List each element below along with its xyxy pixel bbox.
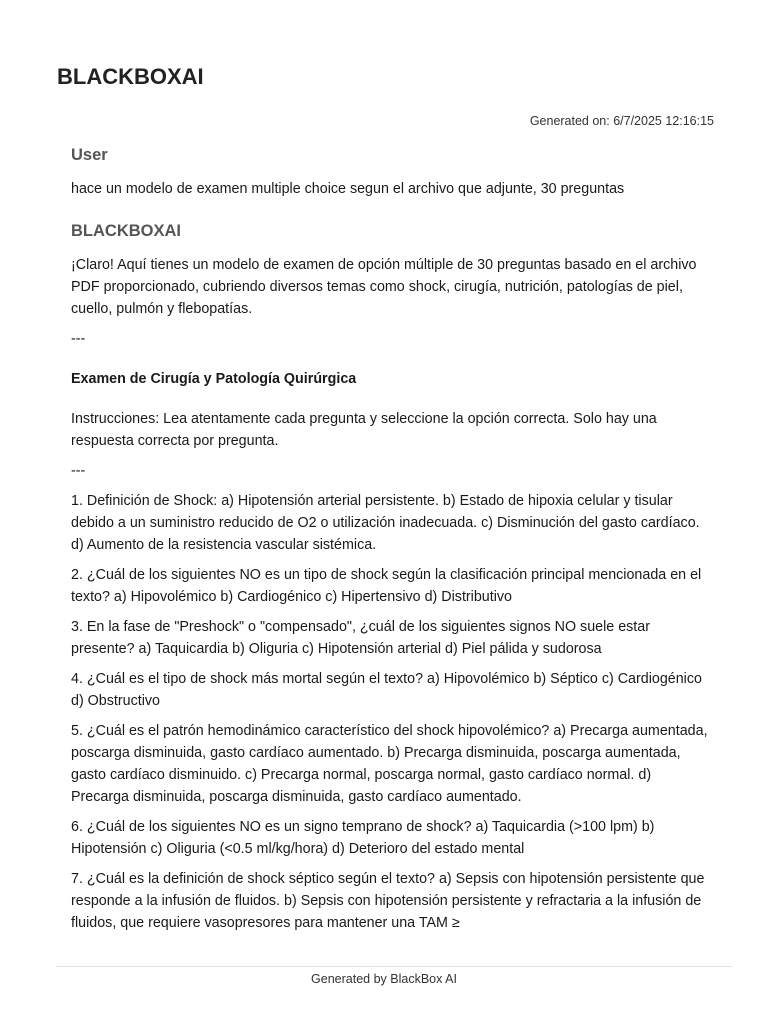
exam-instructions: Instrucciones: Lea atentamente cada pregunta y seleccione la opción correcta. Solo hay una respuesta correcta por pregunta. (71, 411, 657, 449)
assistant-intro: ¡Claro! Aquí tienes un modelo de examen de opción múltiple de 30 preguntas basado en el archivo PDF proporcionado, cubriendo diversos temas como shock, cirugía, nutrición, patologías de piel, cuello, pulmón y flebopatías. (71, 257, 697, 317)
user-message: hace un modelo de examen multiple choice segun el archivo que adjunte, 30 preguntas (71, 181, 625, 197)
separator: --- (71, 463, 86, 479)
footer-divider (56, 966, 732, 967)
app-title: BLACKBOXAI (57, 64, 204, 89)
question-item: 2. ¿Cuál de los siguientes NO es un tipo de shock según la clasificación principal mencionada en el texto? a) Hipovolémico b) Cardiogénico c) Hipertensivo d) Distributivo (71, 567, 702, 605)
question-item: 5. ¿Cuál es el patrón hemodinámico característico del shock hipovolémico? a) Precarga aumentada, poscarga disminuida, gasto cardíaco aumentado. b) Precarga disminuida, poscarga aumentada, gasto cardíaco disminuido. c) Precarga normal, poscarga normal, gasto cardíaco normal. d) Precarga disminuida, poscarga disminuida, gasto cardíaco aumentado. (71, 723, 708, 805)
question-item: 7. ¿Cuál es la definición de shock séptico según el texto? a) Sepsis con hipotensión persistente que responde a la infusión de fluidos. b) Sepsis con hipotensión persistente y refractaria a la infusión de fluidos, que requiere vasopresores para mantener una TAM ≥ (71, 871, 705, 931)
question-item: 4. ¿Cuál es el tipo de shock más mortal según el texto? a) Hipovolémico b) Séptico c) Cardiogénico d) Obstructivo (71, 671, 702, 709)
separator: --- (71, 331, 86, 347)
conversation (71, 146, 711, 942)
generated-timestamp: Generated on: 6/7/2025 12:16:15 (529, 114, 714, 128)
question-item: 6. ¿Cuál de los siguientes NO es un signo temprano de shock? a) Taquicardia (>100 lpm) b) Hipotensión c) Oliguria (<0.5 ml/kg/hora) d) Deterioro del estado mental (71, 819, 655, 857)
question-item: 3. En la fase de "Preshock" o "compensado", ¿cuál de los siguientes signos NO suele estar presente? a) Taquicardia b) Oliguria c) Hipotensión arterial d) Piel pálida y sudorosa (71, 619, 650, 657)
exam-title: Examen de Cirugía y Patología Quirúrgica (71, 371, 357, 387)
question-item: 1. Definición de Shock: a) Hipotensión arterial persistente. b) Estado de hipoxia celular y tisular debido a un suministro reducido de O2 o utilización inadecuada. c) Disminución del gasto cardíaco. d) Aumento de la resistencia vascular sistémica. (71, 493, 700, 553)
user-label: User (71, 146, 108, 164)
assistant-label: BLACKBOXAI (71, 222, 181, 240)
footer-text: Generated by BlackBox AI (311, 972, 457, 986)
